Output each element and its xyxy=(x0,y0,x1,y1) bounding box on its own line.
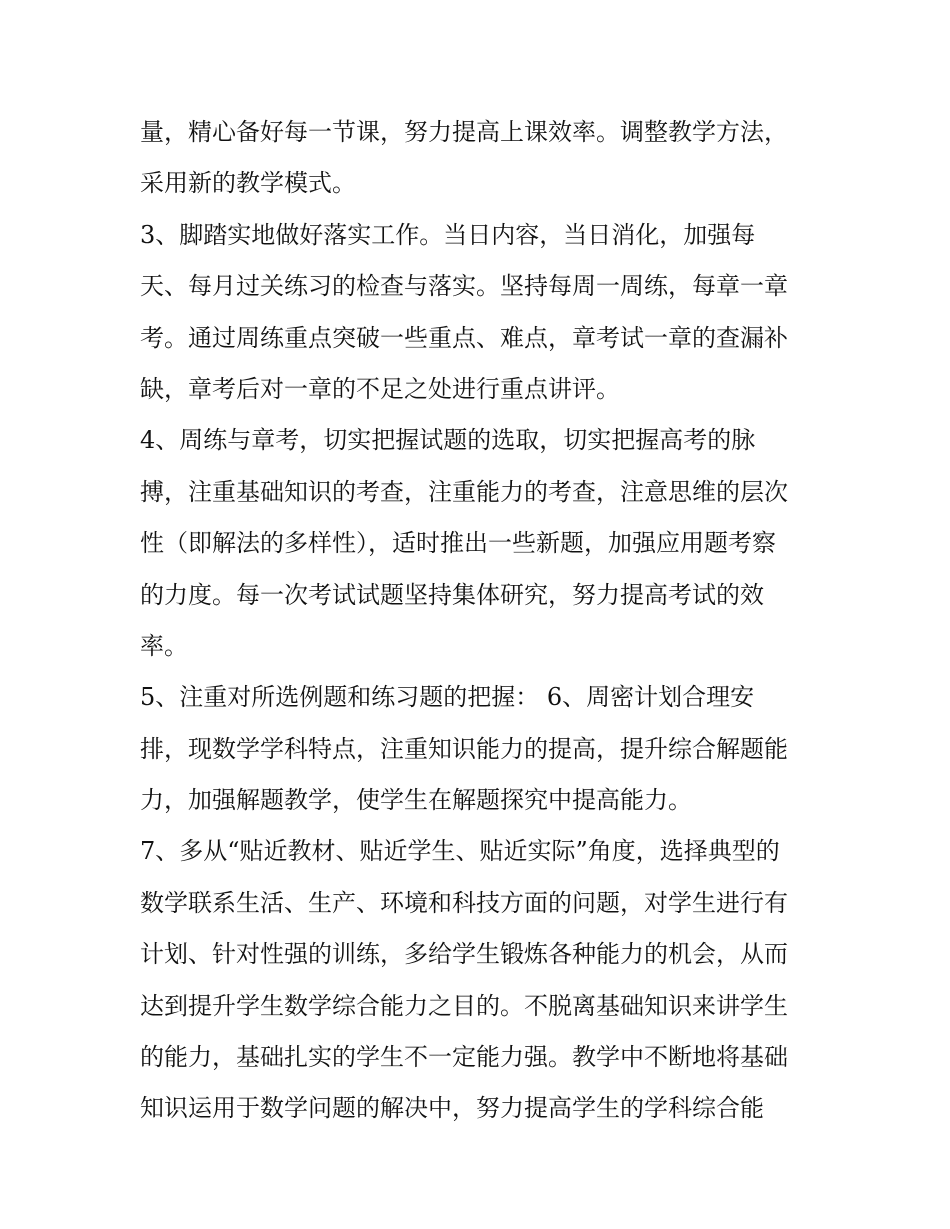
text-line: 5、注重对所选例题和练习题的把握： 6、周密计划合理安 xyxy=(140,683,755,712)
document-body xyxy=(140,107,820,1135)
text-line: 采用新的教学模式。 xyxy=(140,169,356,198)
text-line: 4、周练与章考，切实把握试题的选取，切实把握高考的脉 xyxy=(140,426,756,455)
text-line: 缺，章考后对一章的不足之处进行重点讲评。 xyxy=(140,374,620,403)
text-line: 性（即解法的多样性），适时推出一些新题，加强应用题考察 xyxy=(140,529,776,558)
text-line: 力，加强解题教学，使学生在解题探究中提高能力。 xyxy=(140,786,692,815)
text-line: 知识运用于数学问题的解决中，努力提高学生的学科综合能 xyxy=(140,1094,764,1123)
text-line: 排，现数学学科特点，注重知识能力的提高，提升综合解题能 xyxy=(140,734,788,763)
text-line: 搏，注重基础知识的考查，注重能力的考查，注意思维的层次 xyxy=(140,477,788,506)
text-line: 率。 xyxy=(140,631,188,660)
text-line: 考。通过周练重点突破一些重点、难点，章考试一章的查漏补 xyxy=(140,323,788,352)
text-line: 数学联系生活、生产、环境和科技方面的问题，对学生进行有 xyxy=(140,888,788,917)
text-line: 计划、针对性强的训练，多给学生锻炼各种能力的机会，从而 xyxy=(140,940,788,969)
text-line: 7、多从“贴近教材、贴近学生、贴近实际”角度，选择典型的 xyxy=(140,837,780,866)
text-line: 的力度。每一次考试试题坚持集体研究，努力提高考试的效 xyxy=(140,580,764,609)
text-line: 的能力，基础扎实的学生不一定能力强。教学中不断地将基础 xyxy=(140,1043,788,1072)
text-line: 量，精心备好每一节课，努力提高上课效率。调整教学方法， xyxy=(140,118,788,146)
text-line: 天、每月过关练习的检查与落实。坚持每周一周练，每章一章 xyxy=(140,272,788,301)
text-line: 达到提升学生数学综合能力之目的。不脱离基础知识来讲学生 xyxy=(140,991,788,1020)
text-line: 3、脚踏实地做好落实工作。当日内容，当日消化，加强每 xyxy=(140,220,756,249)
